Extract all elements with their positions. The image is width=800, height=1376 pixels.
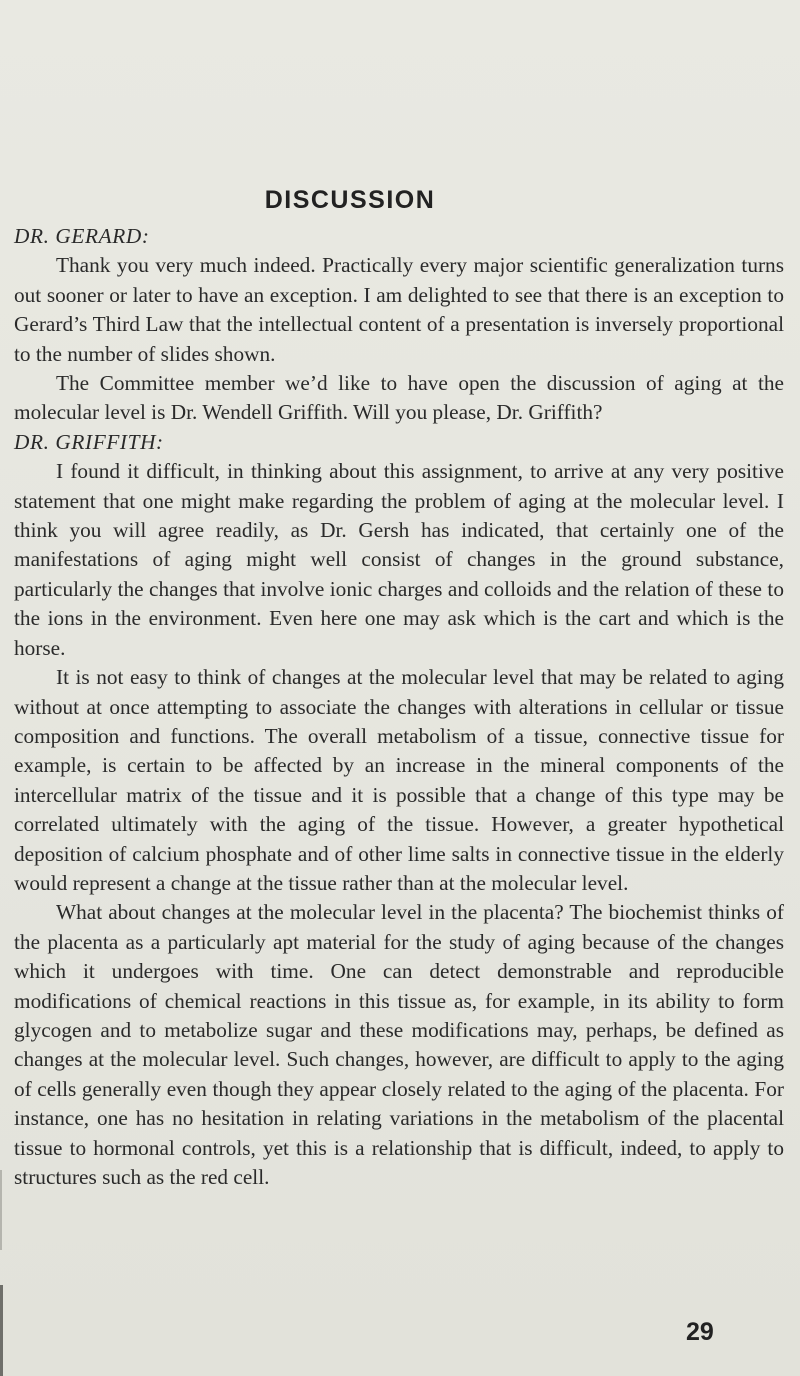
discussion-body	[14, 222, 784, 1192]
speaker-label: DR. GERARD:	[14, 224, 150, 248]
paragraph: Thank you very much indeed. Practically every major scientific generalization turns out sooner or later to have an exception. I am delighted to see that there is an exception to Gerard’s Third Law that the intellectual content of a presentation is inversely proportional to the number of slides shown.	[14, 253, 784, 366]
paragraph: It is not easy to think of changes at the molecular level that may be related to aging without at once attempting to associate the changes with alterations in cellular or tissue composition and functions. The overall metabolism of a tissue, connective tissue for example, is certain to be affected by an increase in the mineral components of the intercellular matrix of the tissue and it is possible that a change of this type may be correlated ultimately with the aging of the tissue. However, a greater hypothetical deposition of calcium phosphate and of other lime salts in connective tissue in the elderly would represent a change at the tissue rather than at the molecular level.	[14, 665, 784, 895]
page-number: 29	[686, 1318, 714, 1346]
speaker-label: DR. GRIFFITH:	[14, 429, 164, 454]
section-heading: DISCUSSION	[264, 186, 436, 214]
scan-edge-mark	[0, 1170, 2, 1250]
page-edge-shadow	[0, 1285, 3, 1376]
paragraph: I found it difficult, in thinking about this assignment, to arrive at any very positive statement that one might make regarding the problem of aging at the molecular level. I think you will agree readily, as Dr. Gersh has indicated, that certainly one of the manifestations of aging might well consist of changes in the ground substance, particularly the changes that involve ionic charges and colloids and the relation of these to the ions in the environment. Even here one may ask which is the cart and which is the horse.	[14, 459, 784, 660]
paragraph: What about changes at the molecular level in the placenta? The biochemist thinks of the placenta as a particularly apt material for the study of aging because of the changes which it undergoes with time. One can detect demonstrable and reproducible modifications of chemical reactions in this tissue as, for example, in its ability to form glycogen and to metabolize sugar and these modifications may, perhaps, be defined as changes at the molecular level. Such changes, however, are difficult to apply to the aging of cells generally even though they appear closely related to the aging of the placenta. For instance, one has no hesitation in relating variations in the metabolism of the placental tissue to hormonal controls, yet this is a relationship that is difficult, indeed, to apply to structures such as the red cell.	[14, 900, 784, 1189]
paragraph: The Committee member we’d like to have open the discussion of aging at the molecular level is Dr. Wendell Griffith. Will you please, Dr. Griffith?	[14, 371, 784, 425]
